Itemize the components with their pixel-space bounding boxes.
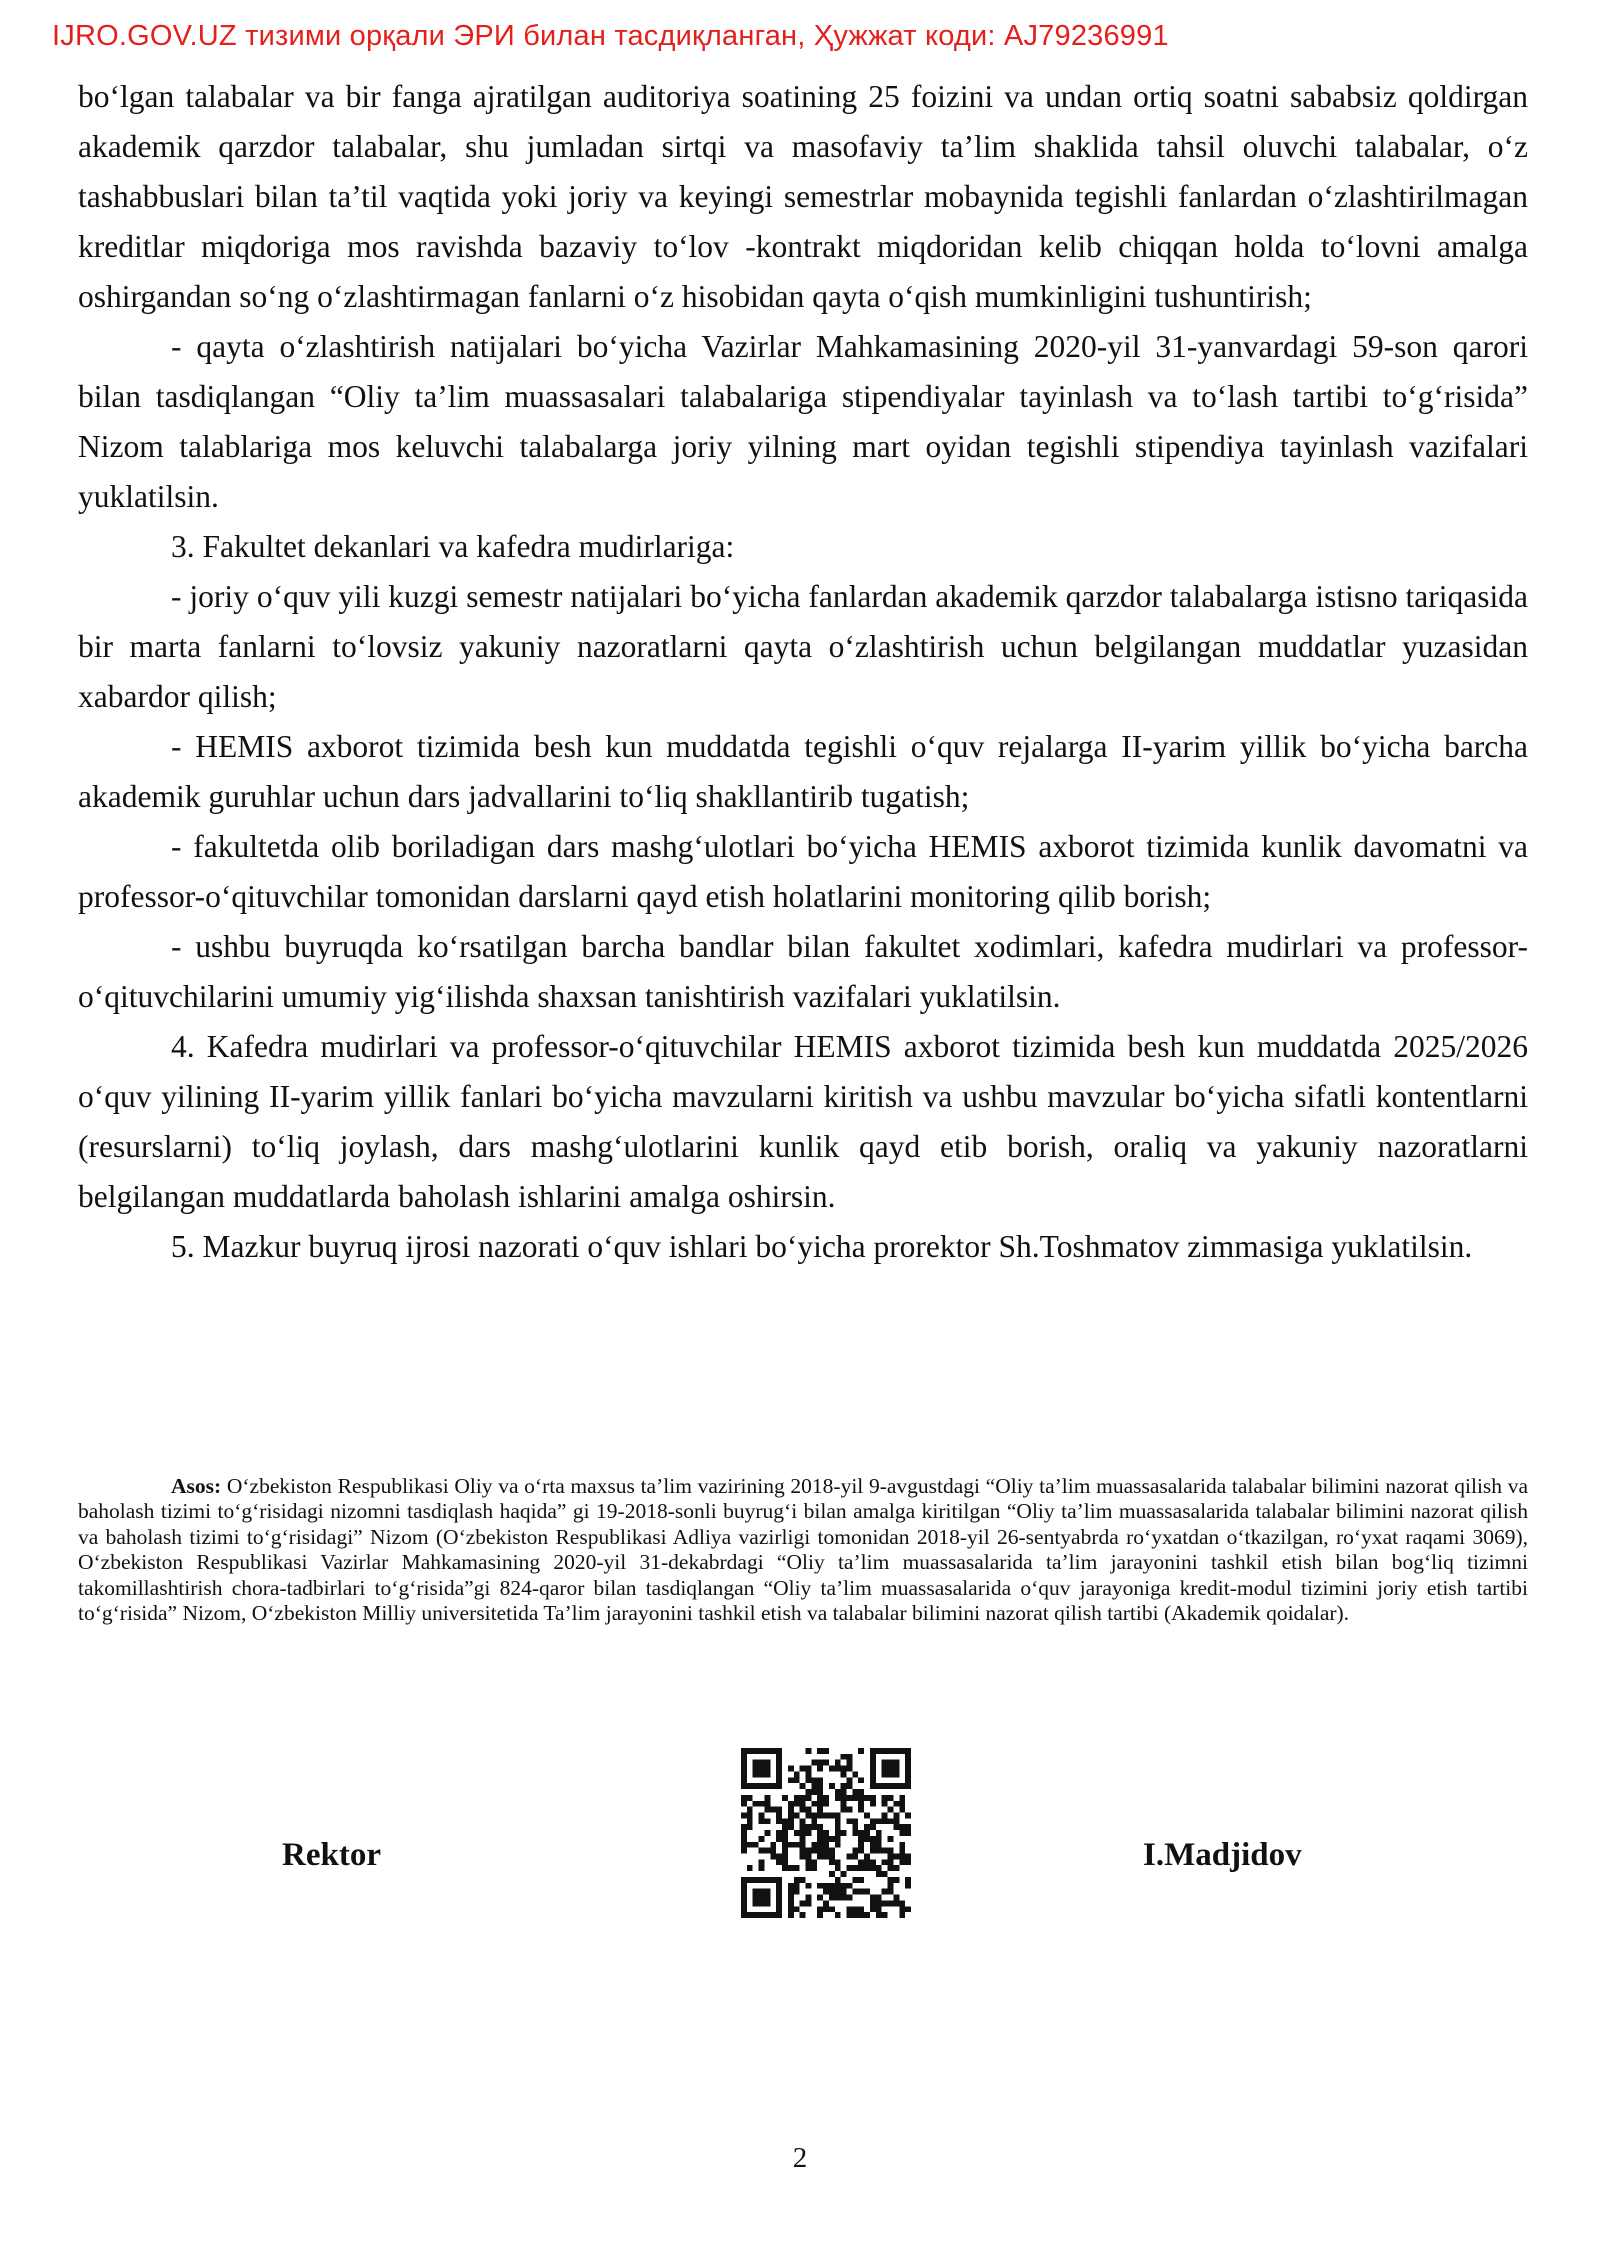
body-paragraph: 5. Mazkur buyruq ijrosi nazorati o‘quv ishlari bo‘yicha prorektor Sh.Toshmatov zimmasiga yuklatilsin.: [171, 1229, 1473, 1264]
body-paragraph: - fakultetda olib boriladigan dars mashg‘ulotlari bo‘yicha HEMIS axborot tizimida kunlik davomatni va professor-o‘qituvchilar tomonidan darslarni qayd etish holatlarini monitoring qilib borish;: [78, 829, 1528, 914]
qr-code-graphic: [741, 1748, 911, 1918]
esign-stamp-header: IJRO.GOV.UZ тизими орқали ЭРИ билан тасдиқланган, Ҳужжат коди: AJ79236991: [52, 20, 1169, 52]
qr-code-icon: [741, 1748, 911, 1918]
body-paragraph: - qayta o‘zlashtirish natijalari bo‘yicha Vazirlar Mahkamasining 2020-yil 31-yanvardagi 59-son qarori bilan tasdiqlangan “Oliy ta’lim muassasalari talabalariga stipendiyalar tayinlash va to‘lash tartibi to‘g‘risida” Nizom talablariga mos keluvchi talabalarga joriy yilning mart oyidan tegishli stipendiya tayinlash vazifalari yuklatilsin.: [78, 329, 1528, 514]
basis-note: [78, 1474, 1528, 1626]
document-body: [78, 72, 1528, 1272]
body-paragraph: - HEMIS axborot tizimida besh kun muddatda tegishli o‘quv rejalarga II-yarim yillik bo‘yicha barcha akademik guruhlar uchun dars jadvallarini to‘liq shakllantirib tugatish;: [78, 729, 1528, 814]
signature-name: I.Madjidov: [1143, 1837, 1302, 1873]
section-heading: 3. Fakultet dekanlari va kafedra mudirlariga:: [171, 529, 735, 564]
basis-text: O‘zbekiston Respublikasi Oliy va o‘rta maxsus ta’lim vazirining 2018-yil 9-avgustdagi “Oliy ta’lim muassasalarida talabalar bilimini nazorat qilish va baholash tizimi to‘g‘risidagi nizomni tasdiqlash haqida” gi 19-2018-sonli buyrug‘i bilan amalga kiritilgan “Oliy ta’lim muassasalarida talabalar bilimini nazorat qilish va baholash tizimi to‘g‘risidagi” Nizom (O‘zbekiston Respublikasi Adliya vazirligi tomonidan 2018-yil 26-sentyabrda ro‘yxatdan o‘tkazilgan, ro‘yxat raqami 3069), O‘zbekiston Respublikasi Vazirlar Mahkamasining 2020-yil 31-dekabrdagi “Oliy ta’lim muassasalarida ta’lim jarayonini tashkil etish bilan bog‘liq tizimni takomillashtirish chora-tadbirlari to‘g‘risida”gi 824-qaror bilan tasdiqlangan “Oliy ta’lim muassasalarida o‘quv jarayoniga kredit-modul tizimini joriy etish tartibi to‘g‘risida” Nizom, O‘zbekiston Milliy universitetida Ta’lim jarayonini tashkil etish va talabalar bilimini nazorat qilish tartibi (Akademik qoidalar).: [78, 1474, 1528, 1626]
body-paragraph: - ushbu buyruqda ko‘rsatilgan barcha bandlar bilan fakultet xodimlari, kafedra mudirlari va professor-o‘qituvchilarini umumiy yig‘ilishda shaxsan tanishtirish vazifalari yuklatilsin.: [78, 929, 1528, 1014]
body-paragraph: bo‘lgan talabalar va bir fanga ajratilgan auditoriya soatining 25 foizini va undan ortiq soatni sababsiz qoldirgan akademik qarzdor talabalar, shu jumladan sirtqi va masofaviy ta’lim shaklida tahsil oluvchi talabalar, o‘z tashabbuslari bilan ta’til vaqtida yoki joriy va keyingi semestrlar mobaynida tegishli fanlardan o‘zlashtirilmagan kreditlar miqdoriga mos ravishda bazaviy to‘lov -kontrakt miqdoridan kelib chiqqan holda to‘lovni amalga oshirgandan so‘ng o‘zlashtirmagan fanlarni o‘z hisobidan qayta o‘qish mumkinligini tushuntirish;: [78, 79, 1528, 314]
signature-title: Rektor: [282, 1837, 381, 1873]
basis-label: Asos:: [171, 1474, 222, 1498]
body-paragraph: - joriy o‘quv yili kuzgi semestr natijalari bo‘yicha fanlardan akademik qarzdor talabalarga istisno tariqasida bir marta fanlarni to‘lovsiz yakuniy nazoratlarni qayta o‘zlashtirish uchun belgilangan muddatlar yuzasidan xabardor qilish;: [78, 579, 1528, 714]
page-number: 2: [792, 2142, 808, 2174]
body-paragraph: 4. Kafedra mudirlari va professor-o‘qituvchilar HEMIS axborot tizimida besh kun muddatda 2025/2026 o‘quv yilining II-yarim yillik fanlari bo‘yicha mavzularni kiritish va ushbu mavzular bo‘yicha sifatli kontentlarni (resurslarni) to‘liq joylash, dars mashg‘ulotlarini kunlik qayd etib borish, oraliq va yakuniy nazoratlarni belgilangan muddatlarda baholash ishlarini amalga oshirsin.: [78, 1029, 1528, 1214]
